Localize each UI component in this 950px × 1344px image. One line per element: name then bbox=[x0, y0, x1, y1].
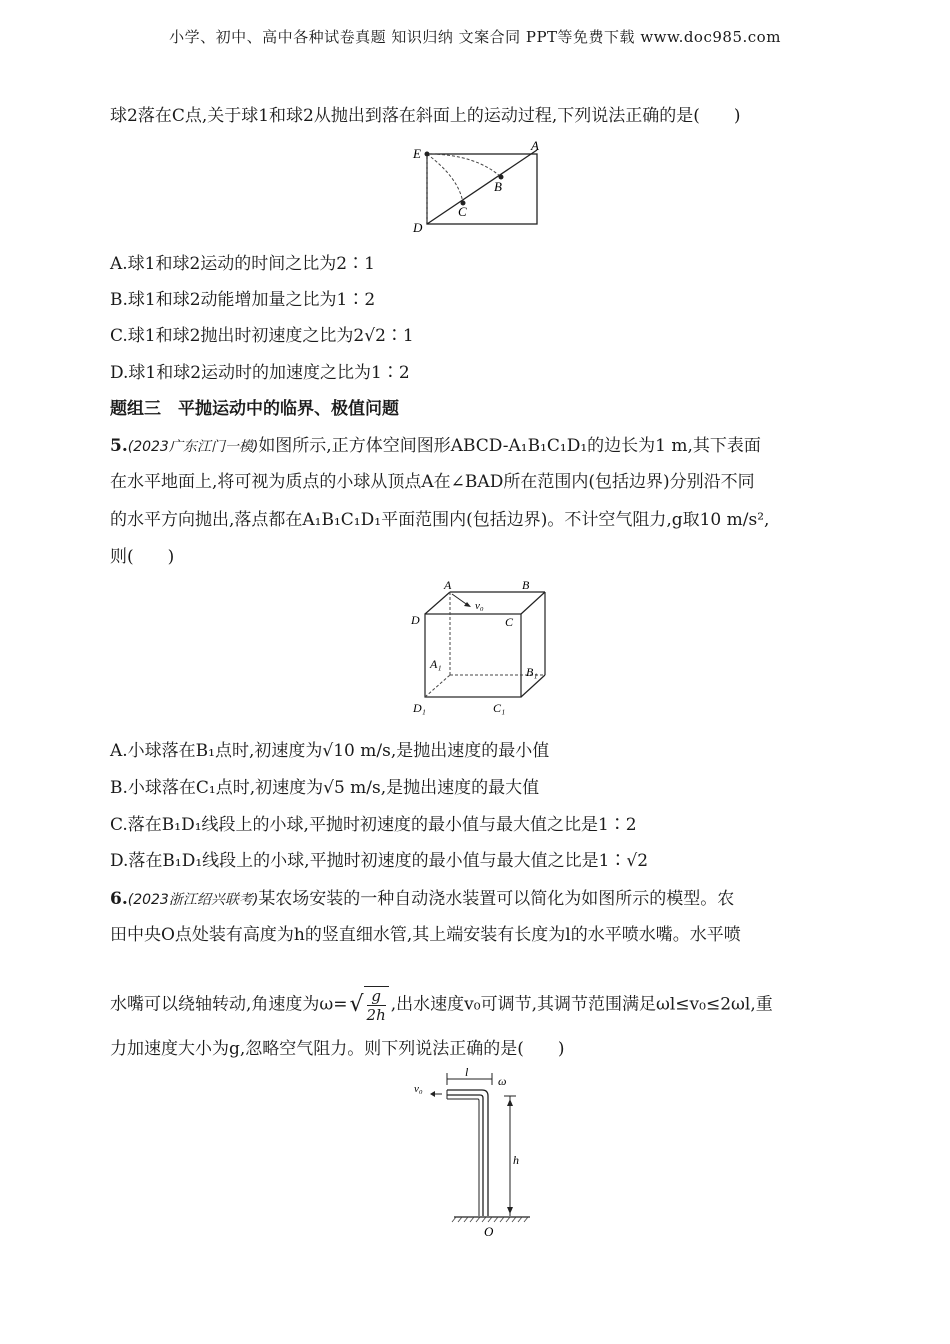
q5-label-d: D bbox=[411, 613, 420, 627]
q6-source: (2023浙江绍兴联考) bbox=[127, 892, 259, 908]
q6-frac-num: g bbox=[367, 987, 386, 1006]
q5-label-c1: C₁ bbox=[493, 701, 506, 715]
q5-label-a1: A₁ bbox=[430, 657, 442, 671]
q4-label-d: D bbox=[413, 220, 423, 235]
q4-label-b: B bbox=[494, 179, 502, 194]
q4-option-c: C.球1和球2抛出时初速度之比为2√2∶1 bbox=[110, 326, 414, 346]
q5-label-a: A bbox=[444, 578, 452, 592]
q5-option-b: B.小球落在C₁点时,初速度为√5 m/s,是抛出速度的最大值 bbox=[110, 778, 540, 798]
q6-label-v0: v₀ bbox=[414, 1083, 423, 1095]
section3-title: 题组三 平抛运动中的临界、极值问题 bbox=[110, 399, 399, 419]
page-header: 小学、初中、高中各种试卷真题 知识归纳 文案合同 PPT等免费下载 www.doc985.com bbox=[169, 28, 781, 46]
q5-label-b1: B₁ bbox=[526, 665, 538, 679]
q5-option-a: A.小球落在B₁点时,初速度为√10 m/s,是抛出速度的最小值 bbox=[110, 741, 550, 761]
q4-option-b: B.球1和球2动能增加量之比为1∶2 bbox=[110, 290, 376, 310]
q6-label-o: O bbox=[484, 1224, 494, 1239]
q4-stem: 球2落在C点,关于球1和球2从抛出到落在斜面上的运动过程,下列说法正确的是( ) bbox=[110, 106, 741, 126]
q5-line3: 的水平方向抛出,落点都在A₁B₁C₁D₁平面范围内(包括边界)。不计空气阻力,g取10 m/s², bbox=[110, 510, 770, 530]
q6-line1: 某农场安装的一种自动浇水装置可以简化为如图所示的模型。农 bbox=[258, 889, 735, 909]
q4-figure bbox=[405, 138, 550, 238]
q5-line4: 则( ) bbox=[110, 547, 175, 567]
q5-cube-figure bbox=[405, 576, 555, 718]
q4-option-a: A.球1和球2运动的时间之比为2∶1 bbox=[110, 254, 375, 274]
q5-label-d1: D₁ bbox=[413, 701, 426, 715]
q4-label-e: E bbox=[413, 146, 421, 161]
q4-label-a: A bbox=[531, 138, 539, 153]
q6-line4: 力加速度大小为g,忽略空气阻力。则下列说法正确的是( ) bbox=[110, 1039, 565, 1059]
q6-frac-den: 2h bbox=[366, 1006, 386, 1024]
q5-option-c: C.落在B₁D₁线段上的小球,平抛时初速度的最小值与最大值之比是1∶2 bbox=[110, 815, 637, 835]
q5-source: (2023广东江门一模) bbox=[127, 439, 259, 455]
q5-number: 5. bbox=[110, 436, 128, 456]
q5-option-d: D.落在B₁D₁线段上的小球,平抛时初速度的最小值与最大值之比是1∶√2 bbox=[110, 851, 649, 871]
q5-label-v0: v₀ bbox=[475, 600, 484, 612]
q5-line1: 如图所示,正方体空间图形ABCD-A₁B₁C₁D₁的边长为1 m,其下表面 bbox=[258, 436, 761, 456]
q6-sprinkler-figure bbox=[410, 1066, 540, 1242]
q5-label-c: C bbox=[505, 615, 514, 629]
q5-label-b: B bbox=[522, 578, 530, 592]
q6-line3b: ,出水速度v₀可调节,其调节范围满足ωl≤v₀≤2ωl,重 bbox=[390, 994, 773, 1015]
q5-line2: 在水平地面上,将可视为质点的小球从顶点A在∠BAD所在范围内(包括边界)分别沿不同 bbox=[110, 472, 755, 492]
q6-line2: 田中央O点处装有高度为h的竖直细水管,其上端安装有长度为l的水平喷水嘴。水平喷 bbox=[110, 925, 741, 945]
q6-label-h: h bbox=[513, 1153, 519, 1167]
q4-label-c: C bbox=[458, 204, 467, 219]
q6-number: 6. bbox=[110, 889, 128, 909]
q6-line3a: 水嘴可以绕轴转动,角速度为ω= bbox=[110, 994, 348, 1015]
q6-sqrt-fraction: √ $\frac{g}{2h}$ bbox=[350, 986, 389, 1024]
q4-option-d: D.球1和球2运动时的加速度之比为1∶2 bbox=[110, 363, 410, 383]
q6-label-omega: ω bbox=[498, 1074, 507, 1088]
q6-label-l: l bbox=[465, 1066, 469, 1079]
